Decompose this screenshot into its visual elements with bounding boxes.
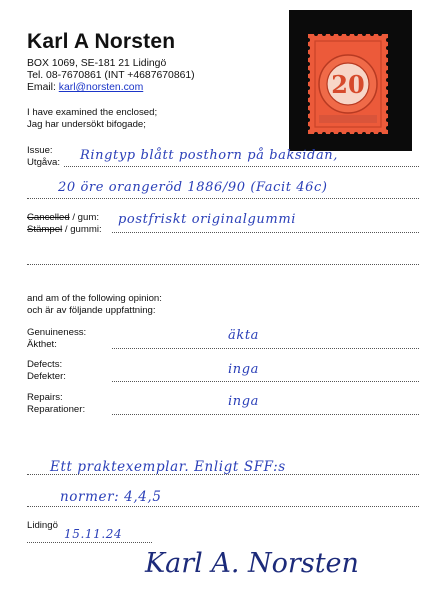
stamp-image <box>289 10 412 151</box>
defects-value: inga <box>228 362 260 377</box>
gum-value: postfriskt originalgummi <box>118 212 296 227</box>
opinion-sv: och är av följande uppfattning: <box>27 305 156 316</box>
opinion-en: and am of the following opinion: <box>27 293 162 304</box>
signature: Karl A. Norsten <box>145 548 359 579</box>
issue-line-1: Ringtyp blått posthorn på baksidan, <box>80 148 338 163</box>
genuineness-value: äkta <box>228 328 260 343</box>
intro-sv: Jag har undersökt bifogade; <box>27 119 146 130</box>
address: BOX 1069, SE-181 21 Lidingö <box>27 58 167 69</box>
issue-dotline-1 <box>64 166 419 167</box>
issue-line-2: 20 öre orangeröd 1886/90 (Facit 46c) <box>58 180 328 195</box>
date-dotline <box>27 542 152 543</box>
repairs-label-sv: Reparationer: <box>27 404 86 415</box>
email-row <box>27 82 143 94</box>
issue-dotline-2 <box>27 198 419 199</box>
place-label: Lidingö <box>27 520 58 531</box>
intro-en: I have examined the enclosed; <box>27 107 158 118</box>
genuineness-dotline <box>112 348 419 349</box>
defects-label-en: Defects: <box>27 359 63 370</box>
defects-dotline <box>112 381 419 382</box>
gum-label-sv <box>27 224 102 235</box>
gum-dotline-1 <box>112 232 419 233</box>
genuineness-label-en: Genuineness: <box>27 327 87 338</box>
comment-dotline-2 <box>27 506 419 507</box>
issue-label-en: Issue: <box>27 145 53 156</box>
gum-dotline-2 <box>27 264 419 265</box>
comment-dotline-1 <box>27 474 419 475</box>
cancelled-struck: Cancelled <box>27 212 70 223</box>
date: 15.11.24 <box>64 527 123 541</box>
genuineness-label-sv: Äkthet: <box>27 339 57 350</box>
gum-label-en <box>27 212 99 223</box>
comment-line-2: normer: 4,4,5 <box>60 489 162 505</box>
phone: Tel. 08-7670861 (INT +4687670861) <box>27 70 195 81</box>
email-label: Email: <box>27 82 56 93</box>
repairs-label-en: Repairs: <box>27 392 63 403</box>
repairs-dotline <box>112 414 419 415</box>
comment-line-1: Ett praktexemplar. Enligt SFF:s <box>50 459 286 475</box>
issue-label-sv: Utgåva: <box>27 157 61 168</box>
defects-label-sv: Defekter: <box>27 371 66 382</box>
email-link[interactable]: karl@norsten.com <box>58 82 144 93</box>
gum-label-sv-rest: / gummi: <box>62 224 102 235</box>
stamp-frame <box>289 10 412 151</box>
expert-name: Karl A Norsten <box>27 30 176 53</box>
gum-label-en-rest: / gum: <box>69 212 99 223</box>
repairs-value: inga <box>228 394 260 409</box>
stampel-struck: Stämpel <box>27 224 63 235</box>
stamp-value: 20 <box>331 70 365 99</box>
